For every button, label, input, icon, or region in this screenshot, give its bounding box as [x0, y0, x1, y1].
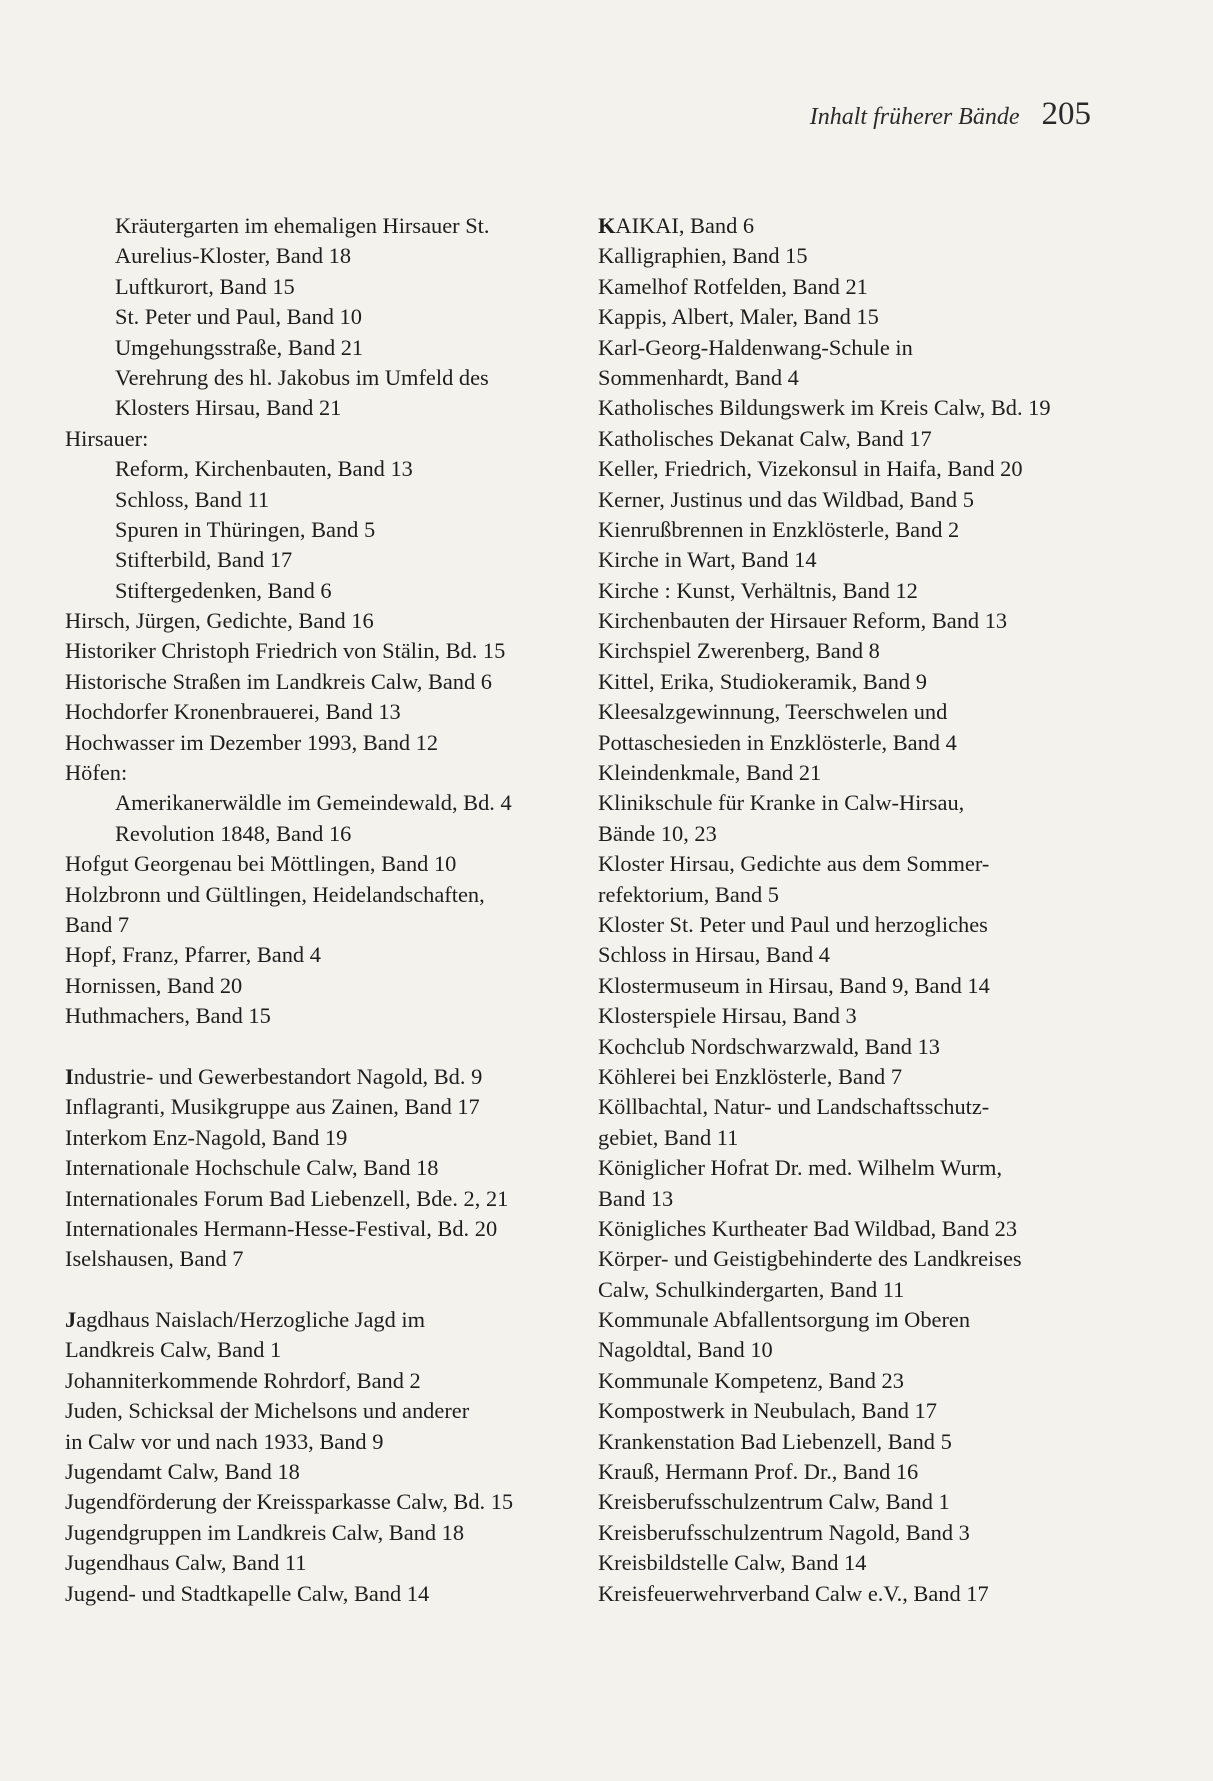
- index-entry: Historische Straßen im Landkreis Calw, Band 6: [65, 668, 492, 694]
- index-entry: Hopf, Franz, Pfarrer, Band 4: [65, 942, 321, 968]
- index-entry: Körper- und Geistigbehinderte des Landkreises: [598, 1246, 1022, 1272]
- index-entry: Interkom Enz-Nagold, Band 19: [65, 1124, 348, 1150]
- index-entry: Klosterspiele Hirsau, Band 3: [598, 1003, 857, 1029]
- index-entry: Bände 10, 23: [598, 820, 717, 846]
- index-entry: Kirchenbauten der Hirsauer Reform, Band 13: [598, 608, 1008, 634]
- section-initial: K: [598, 213, 616, 238]
- index-entry: Kommunale Kompetenz, Band 23: [598, 1367, 904, 1393]
- index-entry: Schloss, Band 11: [115, 486, 270, 512]
- index-entry: Jugend- und Stadtkapelle Calw, Band 14: [65, 1580, 430, 1606]
- index-entry: Kreisbildstelle Calw, Band 14: [598, 1550, 867, 1576]
- index-entry: Revolution 1848, Band 16: [115, 820, 352, 846]
- index-entry: Stifterbild, Band 17: [115, 547, 293, 573]
- index-entry: refektorium, Band 5: [598, 881, 779, 907]
- index-entry: Kirchspiel Zwerenberg, Band 8: [598, 638, 880, 664]
- index-entry: Kappis, Albert, Maler, Band 15: [598, 304, 879, 330]
- index-entry: gebiet, Band 11: [598, 1124, 739, 1150]
- index-entry: in Calw vor und nach 1933, Band 9: [65, 1428, 384, 1454]
- index-entry: Hirsauer:: [65, 425, 149, 451]
- index-entry: Höfen:: [65, 760, 128, 786]
- index-entry: Katholisches Bildungswerk im Kreis Calw, Bd. 19: [598, 395, 1051, 421]
- index-entry: Kreisberufsschulzentrum Calw, Band 1: [598, 1489, 950, 1515]
- index-entry: Köllbachtal, Natur- und Landschaftsschutz-: [598, 1094, 990, 1120]
- index-entry: Hofgut Georgenau bei Möttlingen, Band 10: [65, 851, 457, 877]
- index-entry: Jugendamt Calw, Band 18: [65, 1459, 300, 1485]
- index-entry: Iselshausen, Band 7: [65, 1246, 244, 1272]
- index-entry: Sommenhardt, Band 4: [598, 364, 799, 390]
- index-entry: Krankenstation Bad Liebenzell, Band 5: [598, 1428, 952, 1454]
- index-column-right: [598, 211, 1098, 1609]
- index-entry: Inflagranti, Musikgruppe aus Zainen, Band 17: [65, 1094, 480, 1120]
- index-entry: Kalligraphien, Band 15: [598, 243, 808, 269]
- index-entry: Jugendförderung der Kreissparkasse Calw, Bd. 15: [65, 1489, 514, 1515]
- index-entry: Kittel, Erika, Studiokeramik, Band 9: [598, 668, 927, 694]
- index-entry: Industrie- und Gewerbestandort Nagold, Bd. 9: [65, 1063, 483, 1089]
- index-entry: Johanniterkommende Rohrdorf, Band 2: [65, 1367, 421, 1393]
- index-entry: Spuren in Thüringen, Band 5: [115, 516, 376, 542]
- running-header: [810, 96, 1091, 133]
- index-column-left: [65, 211, 585, 1609]
- index-entry: Landkreis Calw, Band 1: [65, 1337, 282, 1363]
- index-entry: Hochdorfer Kronenbrauerei, Band 13: [65, 699, 401, 725]
- index-entry: Hornissen, Band 20: [65, 972, 243, 998]
- index-entry: Internationale Hochschule Calw, Band 18: [65, 1155, 439, 1181]
- entry-spacer: [65, 1275, 585, 1305]
- index-entry: Calw, Schulkindergarten, Band 11: [598, 1276, 905, 1302]
- index-entry: Amerikanerwäldle im Gemeindewald, Bd. 4: [115, 790, 512, 816]
- index-entry: Aurelius-Kloster, Band 18: [115, 243, 352, 269]
- index-entry: Jagdhaus Naislach/Herzogliche Jagd im: [65, 1307, 426, 1333]
- index-entry: Kräutergarten im ehemaligen Hirsauer St.: [115, 213, 490, 238]
- index-entry: Klosters Hirsau, Band 21: [115, 395, 342, 421]
- index-entry: Internationales Hermann-Hesse-Festival, Bd. 20: [65, 1215, 498, 1241]
- index-entry: KAIKAI, Band 6: [598, 213, 755, 238]
- index-entry: Kleindenkmale, Band 21: [598, 760, 822, 786]
- page-number: 205: [1041, 96, 1091, 132]
- index-entry: Stiftergedenken, Band 6: [115, 577, 332, 603]
- index-entry: Klostermuseum in Hirsau, Band 9, Band 14: [598, 972, 990, 998]
- index-entry: Kleesalzgewinnung, Teerschwelen und: [598, 699, 948, 725]
- index-entry: Königlicher Hofrat Dr. med. Wilhelm Wurm,: [598, 1155, 1003, 1181]
- index-entry: Kienrußbrennen in Enzklösterle, Band 2: [598, 516, 960, 542]
- index-entry: Umgehungsstraße, Band 21: [115, 334, 364, 360]
- index-entry: Internationales Forum Bad Liebenzell, Bde. 2, 21: [65, 1185, 509, 1211]
- index-entry: Kommunale Abfallentsorgung im Oberen: [598, 1307, 971, 1333]
- index-entry: Juden, Schicksal der Michelsons und anderer: [65, 1398, 470, 1424]
- section-initial: I: [65, 1063, 74, 1089]
- index-entry: Kochclub Nordschwarzwald, Band 13: [598, 1033, 940, 1059]
- index-entry: Kloster St. Peter und Paul und herzogliches: [598, 911, 988, 937]
- index-entry: Köhlerei bei Enzklösterle, Band 7: [598, 1063, 903, 1089]
- index-entry: Katholisches Dekanat Calw, Band 17: [598, 425, 932, 451]
- index-entry: Kreisberufsschulzentrum Nagold, Band 3: [598, 1519, 970, 1545]
- index-entry: Kloster Hirsau, Gedichte aus dem Sommer-: [598, 851, 990, 877]
- index-entry: Band 13: [598, 1185, 674, 1211]
- index-entry: Nagoldtal, Band 10: [598, 1337, 773, 1363]
- index-entry: Hirsch, Jürgen, Gedichte, Band 16: [65, 608, 374, 634]
- index-entry: Königliches Kurtheater Bad Wildbad, Band 23: [598, 1215, 1018, 1241]
- index-entry: Jugendgruppen im Landkreis Calw, Band 18: [65, 1519, 465, 1545]
- index-entry: Kirche : Kunst, Verhältnis, Band 12: [598, 577, 918, 603]
- index-entry: Kompostwerk in Neubulach, Band 17: [598, 1398, 937, 1424]
- index-entry: Verehrung des hl. Jakobus im Umfeld des: [115, 364, 489, 390]
- index-entry: Band 7: [65, 911, 130, 937]
- index-entry: Pottaschesieden in Enzklösterle, Band 4: [598, 729, 957, 755]
- index-entry: Holzbronn und Gültlingen, Heidelandschaften,: [65, 881, 485, 907]
- index-entry: Krauß, Hermann Prof. Dr., Band 16: [598, 1459, 919, 1485]
- entry-spacer: [65, 1032, 585, 1062]
- section-initial: J: [65, 1307, 77, 1333]
- index-entry: Jugendhaus Calw, Band 11: [65, 1550, 307, 1576]
- index-entry: Keller, Friedrich, Vizekonsul in Haifa, Band 20: [598, 456, 1023, 482]
- index-entry: Huthmachers, Band 15: [65, 1003, 271, 1029]
- index-entry: Kamelhof Rotfelden, Band 21: [598, 273, 868, 299]
- index-entry: Kirche in Wart, Band 14: [598, 547, 817, 573]
- index-entry: Reform, Kirchenbauten, Band 13: [115, 456, 413, 482]
- index-entry: Klinikschule für Kranke in Calw-Hirsau,: [598, 790, 965, 816]
- index-entry: Schloss in Hirsau, Band 4: [598, 942, 830, 968]
- index-entry: Kerner, Justinus und das Wildbad, Band 5: [598, 486, 974, 512]
- index-entry: Historiker Christoph Friedrich von Stälin, Bd. 15: [65, 638, 506, 664]
- header-title: Inhalt früherer Bände: [809, 104, 1020, 130]
- index-entry: Kreisfeuerwehrverband Calw e.V., Band 17: [598, 1580, 989, 1606]
- index-entry: St. Peter und Paul, Band 10: [115, 304, 362, 330]
- index-entry: Luftkurort, Band 15: [115, 273, 295, 299]
- index-entry: Karl-Georg-Haldenwang-Schule in: [598, 334, 913, 360]
- index-entry: Hochwasser im Dezember 1993, Band 12: [65, 729, 439, 755]
